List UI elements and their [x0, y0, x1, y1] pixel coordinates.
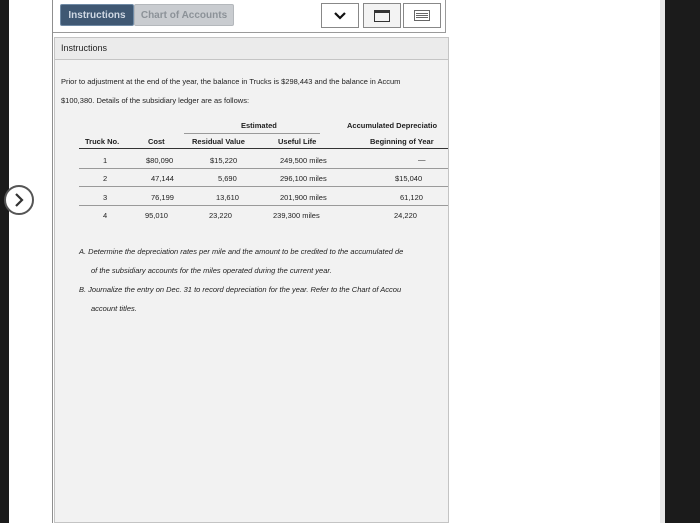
header-cost: Cost [148, 137, 165, 146]
cell-residual: $15,220 [210, 156, 238, 165]
row-rule [79, 205, 449, 206]
cell-residual: 13,610 [216, 193, 239, 202]
panel-title: Instructions [55, 38, 448, 60]
row-rule [79, 168, 449, 169]
instructions-panel [54, 37, 449, 523]
row-rule [79, 186, 449, 187]
cell-truck: 4 [103, 211, 108, 220]
cell-truck: 1 [103, 156, 108, 165]
cell-cost: 47,144 [151, 174, 174, 183]
cell-truck: 2 [103, 174, 108, 183]
dropdown-button[interactable] [321, 3, 359, 28]
right-gap [660, 0, 665, 523]
cell-cost: 76,199 [151, 193, 174, 202]
intro-text [61, 72, 449, 110]
chevron-down-icon [334, 12, 346, 20]
cell-accum: — [418, 155, 426, 164]
tab-instructions[interactable]: Instructions [60, 4, 134, 26]
question-a-line-2: of the subsidiary accounts for the miles operated during the current year. [91, 266, 332, 275]
cell-life: 249,500 miles [280, 156, 327, 165]
cell-life: 201,900 miles [280, 193, 327, 202]
cell-accum: 24,220 [394, 211, 417, 220]
questions [79, 242, 449, 318]
header-rule [79, 148, 449, 149]
cell-life: 296,100 miles [280, 174, 327, 183]
header-accumulated-depreciation: Accumulated Depreciatio [347, 121, 438, 130]
header-truck-no: Truck No. [85, 137, 120, 146]
right-edge [660, 0, 700, 523]
cell-cost: 95,010 [145, 211, 168, 220]
window-view-button[interactable] [363, 3, 401, 28]
header-estimated: Estimated [241, 121, 277, 130]
tab-chart-of-accounts[interactable]: Chart of Accounts [134, 4, 234, 26]
chevron-right-icon [13, 192, 25, 208]
header-beginning-of-year: Beginning of Year [370, 137, 434, 146]
cell-residual: 5,690 [218, 174, 237, 183]
intro-line-2: $100,380. Details of the subsidiary ledger are as follows: [61, 96, 250, 105]
question-a-line-1: A. Determine the depreciation rates per mile and the amount to be credited to the accumulated de [79, 247, 404, 256]
window-icon [374, 10, 390, 22]
next-button[interactable] [4, 185, 34, 215]
cell-residual: 23,220 [209, 211, 232, 220]
estimated-rule [184, 133, 320, 134]
left-edge [0, 0, 9, 523]
cell-accum: 61,120 [400, 193, 423, 202]
question-b-line-1: B. Journalize the entry on Dec. 31 to record depreciation for the year. Refer to the Chart of Accou [79, 285, 402, 294]
cell-cost: $80,090 [146, 156, 174, 165]
list-icon [414, 10, 430, 21]
cell-life: 239,300 miles [273, 211, 320, 220]
question-b-line-2: account titles. [91, 304, 137, 313]
frame-border [52, 0, 53, 523]
header-residual-value: Residual Value [192, 137, 245, 146]
list-view-button[interactable] [403, 3, 441, 28]
tab-bar [53, 0, 446, 33]
cell-accum: $15,040 [395, 174, 423, 183]
cell-truck: 3 [103, 193, 108, 202]
intro-line-1: Prior to adjustment at the end of the year, the balance in Trucks is $298,443 and the balance in Accum [61, 77, 401, 86]
header-useful-life: Useful Life [278, 137, 317, 146]
